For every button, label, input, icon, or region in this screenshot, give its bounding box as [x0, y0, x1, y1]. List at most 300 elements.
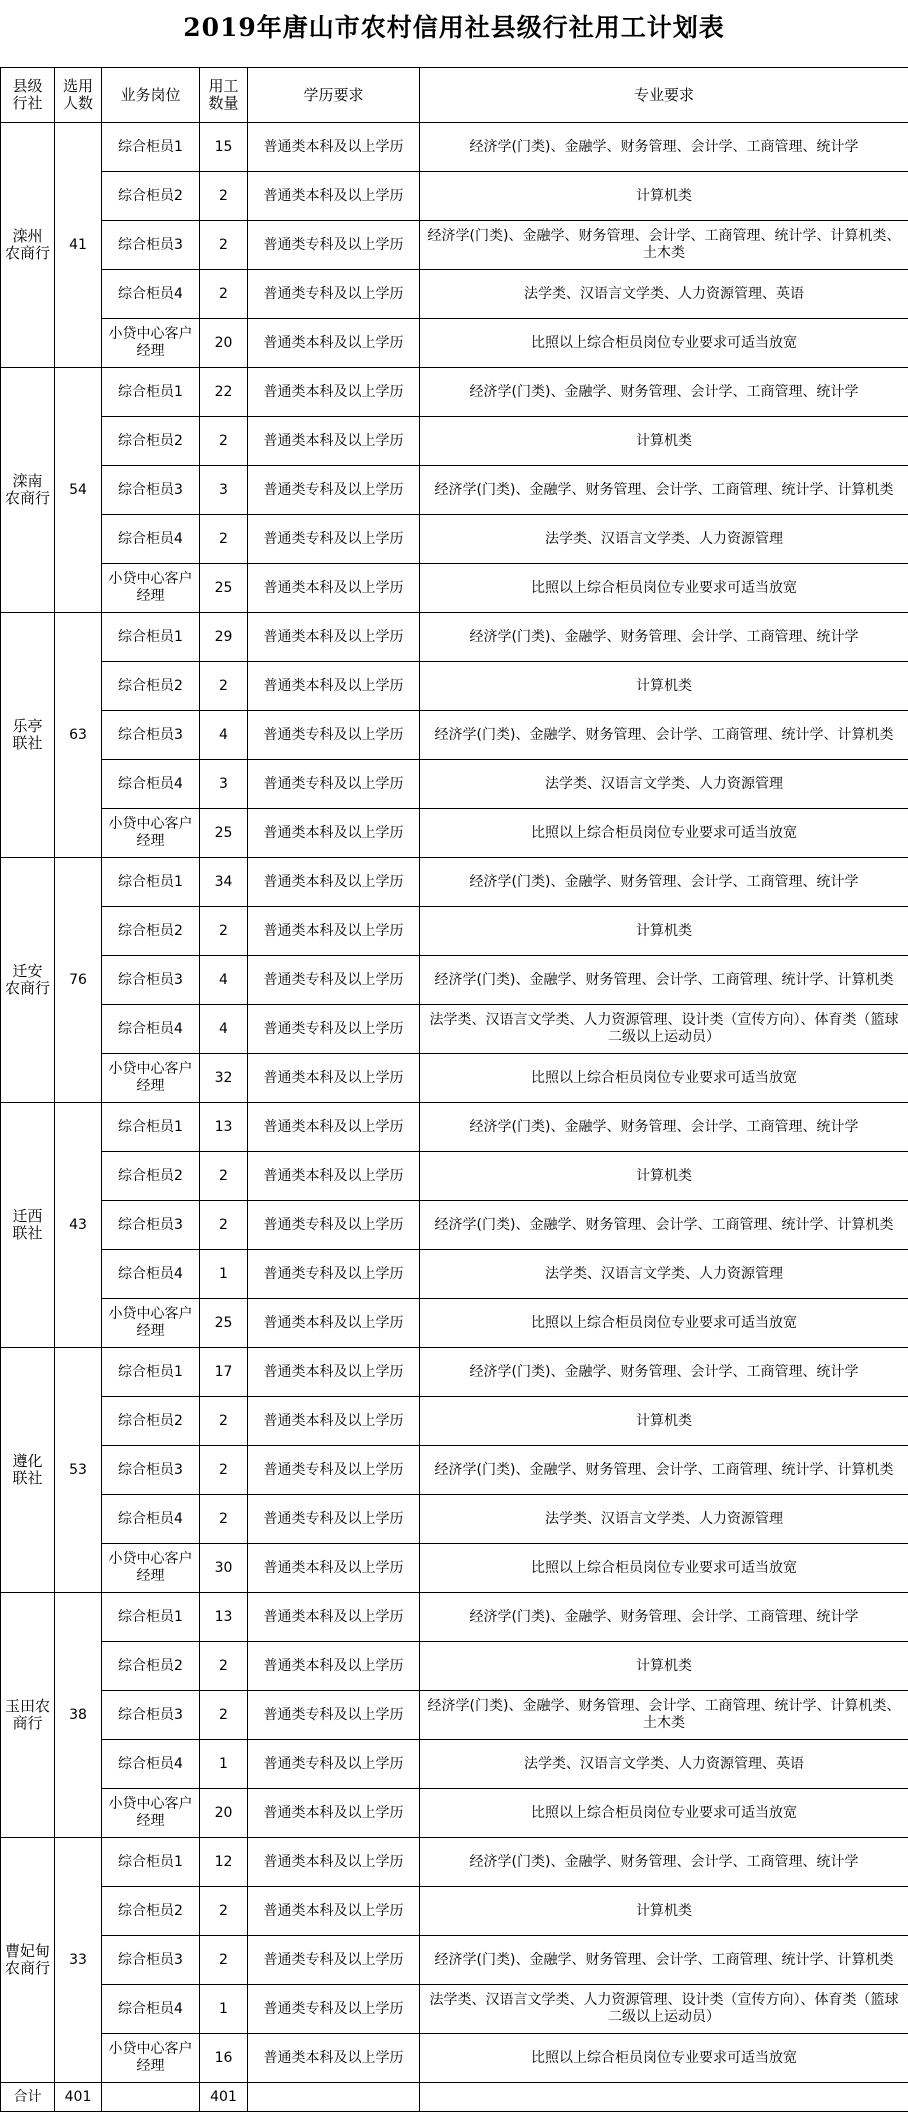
quota-cell: [200, 1201, 248, 1250]
position-text: 小贷中心客户经理: [108, 1061, 193, 1094]
major-cell: [420, 1691, 908, 1740]
quota-cell: [200, 1054, 248, 1103]
major-text: 计算机类: [636, 432, 692, 449]
major-cell: [420, 417, 908, 466]
education-text: 普通类专科及以上学历: [263, 775, 404, 792]
table-row: [1, 1103, 908, 1152]
quota-text: 1: [219, 1265, 228, 1282]
position-cell: [102, 1936, 200, 1985]
position-cell: [102, 662, 200, 711]
table-row: [1, 1446, 908, 1495]
county-name: 滦州 农商行: [5, 227, 51, 262]
major-text: 计算机类: [636, 1412, 692, 1429]
position-cell: [102, 1985, 200, 2034]
education-text: 普通类本科及以上学历: [263, 1412, 404, 1429]
position-cell: [102, 858, 200, 907]
table-row: [1, 907, 908, 956]
major-text: 比照以上综合柜员岗位专业要求可适当放宽: [531, 824, 797, 841]
position-text: 综合柜员4: [118, 1510, 183, 1527]
position-cell: [102, 1887, 200, 1936]
quota-text: 2: [219, 1951, 228, 1968]
major-text: 计算机类: [636, 922, 692, 939]
selected-count: 54: [69, 481, 87, 498]
total-education-cell: [248, 2083, 420, 2112]
position-cell: [102, 2034, 200, 2083]
table-row: [1, 466, 908, 515]
quota-text: 2: [219, 1902, 228, 1919]
position-cell: [102, 1642, 200, 1691]
quota-text: 2: [219, 1216, 228, 1233]
education-cell: [248, 1348, 420, 1397]
quota-cell: [200, 907, 248, 956]
header-row: [1, 68, 908, 123]
table-row: [1, 809, 908, 858]
quota-cell: [200, 1495, 248, 1544]
education-text: 普通类本科及以上学历: [263, 1363, 404, 1380]
major-cell: [420, 564, 908, 613]
position-cell: [102, 221, 200, 270]
selected-count-cell: [55, 1103, 102, 1348]
table-row: [1, 760, 908, 809]
major-cell: [420, 123, 908, 172]
position-text: 小贷中心客户经理: [108, 816, 193, 849]
total-selected: 401: [64, 2088, 92, 2105]
header-selected-label: 选用 人数: [62, 77, 93, 112]
position-cell: [102, 1152, 200, 1201]
quota-text: 2: [219, 1412, 228, 1429]
quota-cell: [200, 515, 248, 564]
major-text: 法学类、汉语言文学类、人力资源管理: [545, 775, 783, 792]
total-label: 合计: [13, 2088, 42, 2105]
quota-cell: [200, 1691, 248, 1740]
education-cell: [248, 515, 420, 564]
education-cell: [248, 466, 420, 515]
position-cell: [102, 1103, 200, 1152]
table-row: [1, 1593, 908, 1642]
major-cell: [420, 1250, 908, 1299]
position-text: 综合柜员2: [118, 1167, 183, 1184]
education-cell: [248, 1397, 420, 1446]
education-cell: [248, 1250, 420, 1299]
position-cell: [102, 1691, 200, 1740]
major-cell: [420, 1593, 908, 1642]
table-row: [1, 1005, 908, 1054]
education-text: 普通类本科及以上学历: [263, 1902, 404, 1919]
education-text: 普通类本科及以上学历: [263, 628, 404, 645]
position-text: 综合柜员2: [118, 1902, 183, 1919]
quota-text: 34: [214, 873, 233, 890]
education-cell: [248, 809, 420, 858]
major-text: 经济学(门类)、金融学、财务管理、会计学、工商管理、统计学、计算机类、土木类: [427, 228, 901, 261]
county-cell: [1, 858, 55, 1103]
education-cell: [248, 1593, 420, 1642]
major-text: 比照以上综合柜员岗位专业要求可适当放宽: [531, 1804, 797, 1821]
education-text: 普通类本科及以上学历: [263, 824, 404, 841]
major-cell: [420, 221, 908, 270]
table-row: [1, 270, 908, 319]
quota-text: 2: [219, 1510, 228, 1527]
table-row: [1, 417, 908, 466]
table-row: [1, 1299, 908, 1348]
county-cell: [1, 1348, 55, 1593]
major-cell: [420, 1103, 908, 1152]
major-text: 比照以上综合柜员岗位专业要求可适当放宽: [531, 1314, 797, 1331]
education-text: 普通类专科及以上学历: [263, 285, 404, 302]
major-cell: [420, 1740, 908, 1789]
education-text: 普通类专科及以上学历: [263, 481, 404, 498]
major-text: 计算机类: [636, 1902, 692, 1919]
major-text: 法学类、汉语言文学类、人力资源管理、设计类（宣传方向）、体育类（篮球二级以上运动员）: [429, 1992, 899, 2025]
table-row: [1, 1936, 908, 1985]
position-cell: [102, 809, 200, 858]
position-cell: [102, 123, 200, 172]
education-cell: [248, 1887, 420, 1936]
major-text: 经济学(门类)、金融学、财务管理、会计学、工商管理、统计学: [469, 383, 859, 400]
education-cell: [248, 1789, 420, 1838]
quota-cell: [200, 1642, 248, 1691]
table-row: [1, 1887, 908, 1936]
quota-text: 1: [219, 1755, 228, 1772]
quota-cell: [200, 2034, 248, 2083]
table-row: [1, 515, 908, 564]
education-cell: [248, 1544, 420, 1593]
table-row: [1, 1397, 908, 1446]
quota-cell: [200, 123, 248, 172]
position-text: 小贷中心客户经理: [108, 1551, 193, 1584]
education-text: 普通类本科及以上学历: [263, 873, 404, 890]
education-cell: [248, 270, 420, 319]
education-cell: [248, 1495, 420, 1544]
total-selected-cell: [55, 2083, 102, 2112]
major-text: 经济学(门类)、金融学、财务管理、会计学、工商管理、统计学、计算机类: [434, 481, 894, 498]
quota-text: 17: [214, 1363, 233, 1380]
header-education: [248, 68, 420, 123]
table-row: [1, 319, 908, 368]
major-text: 经济学(门类)、金融学、财务管理、会计学、工商管理、统计学: [469, 873, 859, 890]
position-cell: [102, 1446, 200, 1495]
major-cell: [420, 1348, 908, 1397]
position-text: 综合柜员3: [118, 1216, 183, 1233]
total-quota: 401: [210, 2088, 237, 2105]
position-text: 综合柜员1: [118, 1363, 183, 1380]
position-cell: [102, 368, 200, 417]
quota-cell: [200, 417, 248, 466]
quota-text: 4: [219, 971, 228, 988]
education-cell: [248, 319, 420, 368]
education-cell: [248, 1838, 420, 1887]
quota-cell: [200, 172, 248, 221]
education-cell: [248, 123, 420, 172]
county-name: 滦南 农商行: [5, 472, 51, 507]
position-cell: [102, 613, 200, 662]
education-text: 普通类专科及以上学历: [263, 1020, 404, 1037]
major-text: 法学类、汉语言文学类、人力资源管理、英语: [524, 1755, 804, 1772]
education-cell: [248, 221, 420, 270]
selected-count-cell: [55, 1348, 102, 1593]
education-text: 普通类专科及以上学历: [263, 1461, 404, 1478]
county-cell: [1, 613, 55, 858]
table-row: [1, 1985, 908, 2034]
quota-text: 4: [219, 1020, 228, 1037]
major-cell: [420, 1985, 908, 2034]
table-row: [1, 956, 908, 1005]
education-text: 普通类专科及以上学历: [263, 1706, 404, 1723]
position-text: 综合柜员2: [118, 187, 183, 204]
quota-cell: [200, 1299, 248, 1348]
position-cell: [102, 1789, 200, 1838]
quota-text: 30: [214, 1559, 233, 1576]
quota-text: 2: [219, 1706, 228, 1723]
major-cell: [420, 172, 908, 221]
education-text: 普通类本科及以上学历: [263, 1118, 404, 1135]
quota-text: 13: [214, 1608, 233, 1625]
quota-cell: [200, 466, 248, 515]
quota-text: 2: [219, 432, 228, 449]
selected-count: 43: [69, 1216, 87, 1233]
education-cell: [248, 1005, 420, 1054]
major-cell: [420, 1495, 908, 1544]
quota-cell: [200, 711, 248, 760]
quota-text: 16: [214, 2049, 233, 2066]
quota-cell: [200, 270, 248, 319]
quota-cell: [200, 1397, 248, 1446]
education-text: 普通类本科及以上学历: [263, 1314, 404, 1331]
table-row: [1, 1789, 908, 1838]
major-text: 计算机类: [636, 187, 692, 204]
major-text: 经济学(门类)、金融学、财务管理、会计学、工商管理、统计学、计算机类: [434, 971, 894, 988]
header-county: [1, 68, 55, 123]
education-text: 普通类本科及以上学历: [263, 1069, 404, 1086]
position-text: 小贷中心客户经理: [108, 326, 193, 359]
major-cell: [420, 1397, 908, 1446]
education-text: 普通类专科及以上学历: [263, 1216, 404, 1233]
county-cell: [1, 1103, 55, 1348]
education-text: 普通类专科及以上学历: [263, 971, 404, 988]
table-row: [1, 1054, 908, 1103]
selected-count-cell: [55, 1838, 102, 2083]
major-cell: [420, 1838, 908, 1887]
header-education-label: 学历要求: [303, 85, 364, 104]
education-cell: [248, 368, 420, 417]
position-cell: [102, 1250, 200, 1299]
education-text: 普通类专科及以上学历: [263, 2000, 404, 2017]
major-cell: [420, 1201, 908, 1250]
education-cell: [248, 2034, 420, 2083]
selected-count: 63: [69, 726, 87, 743]
education-text: 普通类本科及以上学历: [263, 1804, 404, 1821]
quota-text: 20: [214, 334, 233, 351]
table-row: [1, 1642, 908, 1691]
major-text: 计算机类: [636, 1167, 692, 1184]
education-text: 普通类本科及以上学历: [263, 579, 404, 596]
selected-count: 76: [69, 971, 87, 988]
major-cell: [420, 1299, 908, 1348]
quota-cell: [200, 662, 248, 711]
major-cell: [420, 1152, 908, 1201]
position-cell: [102, 515, 200, 564]
education-text: 普通类本科及以上学历: [263, 1657, 404, 1674]
total-label-cell: [1, 2083, 55, 2112]
major-text: 比照以上综合柜员岗位专业要求可适当放宽: [531, 2049, 797, 2066]
quota-text: 25: [214, 579, 233, 596]
total-row: [1, 2083, 908, 2112]
quota-cell: [200, 564, 248, 613]
quota-text: 13: [214, 1118, 233, 1135]
position-cell: [102, 1544, 200, 1593]
major-text: 计算机类: [636, 677, 692, 694]
quota-text: 32: [214, 1069, 233, 1086]
position-text: 综合柜员4: [118, 775, 183, 792]
table-row: [1, 1348, 908, 1397]
table-row: [1, 662, 908, 711]
position-text: 小贷中心客户经理: [108, 1796, 193, 1829]
quota-text: 2: [219, 187, 228, 204]
major-text: 经济学(门类)、金融学、财务管理、会计学、工商管理、统计学、计算机类: [434, 726, 894, 743]
position-cell: [102, 760, 200, 809]
header-selected: [55, 68, 102, 123]
quota-cell: [200, 1985, 248, 2034]
quota-cell: [200, 858, 248, 907]
position-cell: [102, 1397, 200, 1446]
position-text: 综合柜员2: [118, 1657, 183, 1674]
position-text: 综合柜员4: [118, 285, 183, 302]
position-text: 综合柜员3: [118, 236, 183, 253]
position-cell: [102, 907, 200, 956]
table-row: [1, 123, 908, 172]
major-cell: [420, 1789, 908, 1838]
total-major-cell: [420, 2083, 908, 2112]
quota-text: 2: [219, 530, 228, 547]
quota-cell: [200, 809, 248, 858]
quota-text: 1: [219, 2000, 228, 2017]
education-text: 普通类专科及以上学历: [263, 530, 404, 547]
major-cell: [420, 1936, 908, 1985]
major-text: 经济学(门类)、金融学、财务管理、会计学、工商管理、统计学: [469, 1608, 859, 1625]
education-text: 普通类专科及以上学历: [263, 1265, 404, 1282]
header-quota-label: 用工 数量: [208, 77, 239, 112]
major-cell: [420, 368, 908, 417]
table-row: [1, 368, 908, 417]
major-text: 法学类、汉语言文学类、人力资源管理、英语: [524, 285, 804, 302]
header-position-label: 业务岗位: [120, 85, 181, 104]
education-cell: [248, 760, 420, 809]
position-cell: [102, 319, 200, 368]
header-major-label: 专业要求: [633, 85, 694, 104]
education-text: 普通类本科及以上学历: [263, 1853, 404, 1870]
education-text: 普通类本科及以上学历: [263, 2049, 404, 2066]
major-cell: [420, 662, 908, 711]
table-row: [1, 1838, 908, 1887]
table-body: [1, 68, 908, 2112]
major-text: 比照以上综合柜员岗位专业要求可适当放宽: [531, 579, 797, 596]
position-cell: [102, 1838, 200, 1887]
county-cell: [1, 368, 55, 613]
major-cell: [420, 809, 908, 858]
table-row: [1, 1544, 908, 1593]
education-cell: [248, 1446, 420, 1495]
selected-count-cell: [55, 858, 102, 1103]
position-cell: [102, 1201, 200, 1250]
education-cell: [248, 417, 420, 466]
education-cell: [248, 1642, 420, 1691]
quota-cell: [200, 1593, 248, 1642]
table-row: [1, 1740, 908, 1789]
quota-cell: [200, 319, 248, 368]
position-text: 综合柜员4: [118, 2000, 183, 2017]
quota-cell: [200, 221, 248, 270]
major-text: 比照以上综合柜员岗位专业要求可适当放宽: [531, 334, 797, 351]
position-text: 综合柜员2: [118, 1412, 183, 1429]
table-row: [1, 564, 908, 613]
header-major: [420, 68, 908, 123]
quota-cell: [200, 1887, 248, 1936]
table-row: [1, 858, 908, 907]
quota-cell: [200, 1152, 248, 1201]
major-cell: [420, 1887, 908, 1936]
quota-cell: [200, 1936, 248, 1985]
quota-text: 25: [214, 1314, 233, 1331]
education-text: 普通类本科及以上学历: [263, 1559, 404, 1576]
selected-count-cell: [55, 123, 102, 368]
table-row: [1, 711, 908, 760]
position-text: 综合柜员1: [118, 138, 183, 155]
education-text: 普通类本科及以上学历: [263, 138, 404, 155]
selected-count-cell: [55, 368, 102, 613]
major-text: 比照以上综合柜员岗位专业要求可适当放宽: [531, 1559, 797, 1576]
education-text: 普通类本科及以上学历: [263, 432, 404, 449]
spacer-row: [0, 56, 908, 67]
education-text: 普通类本科及以上学历: [263, 334, 404, 351]
education-text: 普通类本科及以上学历: [263, 1167, 404, 1184]
county-name: 曹妃甸 农商行: [5, 1942, 51, 1977]
selected-count: 33: [69, 1951, 87, 1968]
county-name: 迁安 农商行: [5, 962, 51, 997]
quota-text: 25: [214, 824, 233, 841]
table-row: [1, 172, 908, 221]
quota-cell: [200, 1103, 248, 1152]
header-county-label: 县级 行社: [12, 77, 43, 112]
quota-cell: [200, 1544, 248, 1593]
education-cell: [248, 613, 420, 662]
table-row: [1, 1495, 908, 1544]
major-cell: [420, 2034, 908, 2083]
position-text: 小贷中心客户经理: [108, 571, 193, 604]
quota-cell: [200, 613, 248, 662]
quota-cell: [200, 1838, 248, 1887]
hiring-plan-table: [0, 67, 908, 2112]
major-cell: [420, 907, 908, 956]
quota-text: 2: [219, 1167, 228, 1184]
major-cell: [420, 613, 908, 662]
major-text: 经济学(门类)、金融学、财务管理、会计学、工商管理、统计学: [469, 1853, 859, 1870]
education-cell: [248, 1936, 420, 1985]
major-text: 经济学(门类)、金融学、财务管理、会计学、工商管理、统计学: [469, 628, 859, 645]
position-cell: [102, 1495, 200, 1544]
position-text: 综合柜员1: [118, 873, 183, 890]
major-cell: [420, 1446, 908, 1495]
position-text: 综合柜员1: [118, 628, 183, 645]
education-cell: [248, 1103, 420, 1152]
major-text: 经济学(门类)、金融学、财务管理、会计学、工商管理、统计学: [469, 138, 859, 155]
quota-text: 2: [219, 1461, 228, 1478]
quota-cell: [200, 1250, 248, 1299]
quota-cell: [200, 1348, 248, 1397]
table-row: [1, 1152, 908, 1201]
quota-text: 4: [219, 726, 228, 743]
quota-text: 2: [219, 236, 228, 253]
selected-count: 38: [69, 1706, 87, 1723]
position-text: 综合柜员3: [118, 726, 183, 743]
